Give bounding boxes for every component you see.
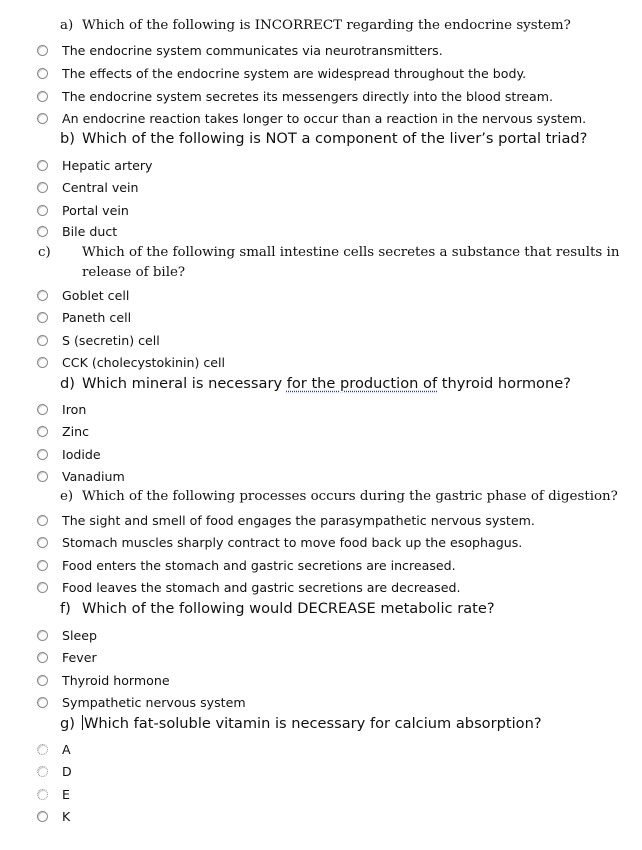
radio-button-icon[interactable] — [37, 312, 48, 323]
option-label: Goblet cell — [62, 287, 130, 303]
option-a-3[interactable] — [37, 86, 553, 106]
question-text: Which of the following small intestine cells secretes a substance that results in release of bile? — [82, 245, 620, 280]
question-a — [60, 16, 620, 36]
option-label: Fever — [62, 649, 97, 665]
option-e-3[interactable] — [37, 555, 456, 575]
option-label: Food leaves the stomach and gastric secretions are decreased. — [62, 579, 461, 595]
option-label: Iron — [62, 401, 87, 417]
option-label: The endocrine system communicates via neurotransmitters. — [62, 42, 443, 58]
option-label: Thyroid hormone — [62, 672, 170, 688]
option-label: S (secretin) cell — [62, 332, 160, 348]
option-e-2[interactable] — [37, 532, 522, 552]
option-label: Zinc — [62, 423, 90, 439]
option-a-1[interactable] — [37, 40, 443, 60]
option-e-1[interactable] — [37, 510, 535, 530]
question-letter: c) — [38, 245, 51, 260]
radio-button-icon[interactable] — [37, 182, 48, 193]
option-g-3[interactable] — [37, 784, 70, 804]
radio-button-icon[interactable] — [37, 652, 48, 663]
option-label: Portal vein — [62, 202, 129, 218]
option-f-2[interactable] — [37, 647, 97, 667]
radio-button-icon[interactable] — [37, 357, 48, 368]
option-b-4[interactable] — [37, 221, 117, 241]
question-letter: a) — [60, 18, 74, 33]
option-c-3[interactable] — [37, 330, 160, 350]
question-text: Which fat-soluble vitamin is necessary for calcium absorption? — [84, 715, 542, 732]
option-a-4[interactable] — [37, 108, 586, 128]
question-f — [60, 599, 620, 619]
question-text: Which of the following is NOT a component of the liver’s portal triad? — [82, 130, 588, 147]
radio-button-icon[interactable] — [37, 766, 48, 777]
radio-button-icon[interactable] — [37, 404, 48, 415]
option-f-4[interactable] — [37, 692, 246, 712]
question-d — [60, 374, 620, 394]
question-letter: g) — [60, 715, 75, 732]
radio-button-icon[interactable] — [37, 744, 48, 755]
option-label: Sleep — [62, 627, 97, 643]
question-c — [38, 243, 622, 283]
option-e-4[interactable] — [37, 577, 461, 597]
question-g — [60, 714, 620, 734]
question-text: Which of the following would DECREASE metabolic rate? — [82, 600, 495, 617]
question-letter: f) — [60, 600, 71, 617]
question-letter: b) — [60, 130, 75, 147]
radio-button-icon[interactable] — [37, 335, 48, 346]
option-label: Stomach muscles sharply contract to move food back up the esophagus. — [62, 534, 523, 550]
option-g-1[interactable] — [37, 739, 71, 759]
option-label: Food enters the stomach and gastric secretions are increased. — [62, 557, 456, 573]
radio-button-icon[interactable] — [37, 789, 48, 800]
radio-button-icon[interactable] — [37, 630, 48, 641]
radio-button-icon[interactable] — [37, 426, 48, 437]
option-d-4[interactable] — [37, 466, 125, 486]
option-label: Central vein — [62, 179, 139, 195]
option-label: K — [62, 808, 71, 824]
question-letter: d) — [60, 375, 75, 392]
option-label: D — [62, 763, 72, 779]
question-letter: e) — [60, 489, 74, 504]
option-label: CCK (cholecystokinin) cell — [62, 354, 226, 370]
radio-button-icon[interactable] — [37, 675, 48, 686]
option-label: Bile duct — [62, 223, 118, 239]
option-c-2[interactable] — [37, 307, 131, 327]
option-b-1[interactable] — [37, 155, 153, 175]
option-label: E — [62, 786, 70, 802]
option-label: Paneth cell — [62, 309, 132, 325]
radio-button-icon[interactable] — [37, 449, 48, 460]
question-text-start: Which mineral is necessary — [82, 375, 287, 392]
option-b-3[interactable] — [37, 200, 129, 220]
question-text-end: thyroid hormone? — [437, 375, 571, 392]
option-d-1[interactable] — [37, 399, 86, 419]
question-e — [60, 487, 620, 507]
option-label: Sympathetic nervous system — [62, 694, 246, 710]
option-label: Iodide — [62, 446, 101, 462]
option-b-2[interactable] — [37, 177, 139, 197]
radio-button-icon[interactable] — [37, 226, 48, 237]
radio-button-icon[interactable] — [37, 811, 48, 822]
option-d-2[interactable] — [37, 421, 89, 441]
radio-button-icon[interactable] — [37, 45, 48, 56]
radio-button-icon[interactable] — [37, 471, 48, 482]
radio-button-icon[interactable] — [37, 290, 48, 301]
radio-button-icon[interactable] — [37, 160, 48, 171]
text-cursor — [82, 715, 83, 730]
radio-button-icon[interactable] — [37, 537, 48, 548]
option-g-4[interactable] — [37, 806, 70, 826]
radio-button-icon[interactable] — [37, 515, 48, 526]
option-label: The effects of the endocrine system are widespread throughout the body. — [62, 65, 527, 81]
spellcheck-underlined-text: for the production of — [286, 375, 438, 392]
option-d-3[interactable] — [37, 444, 101, 464]
option-label: Vanadium — [62, 468, 125, 484]
question-text: Which of the following processes occurs during the gastric phase of digestion? — [82, 489, 618, 504]
radio-button-icon[interactable] — [37, 560, 48, 571]
radio-button-icon[interactable] — [37, 113, 48, 124]
radio-button-icon[interactable] — [37, 205, 48, 216]
option-label: The sight and smell of food engages the parasympathetic nervous system. — [62, 512, 535, 528]
radio-button-icon[interactable] — [37, 697, 48, 708]
option-f-3[interactable] — [37, 670, 170, 690]
radio-button-icon[interactable] — [37, 91, 48, 102]
option-a-2[interactable] — [37, 63, 526, 83]
option-label: Hepatic artery — [62, 157, 153, 173]
question-text: Which of the following is INCORRECT regarding the endocrine system? — [82, 18, 571, 33]
option-f-1[interactable] — [37, 625, 97, 645]
option-label: An endocrine reaction takes longer to occur than a reaction in the nervous system. — [62, 110, 587, 126]
option-c-4[interactable] — [37, 352, 225, 372]
option-g-2[interactable] — [37, 761, 72, 781]
question-b — [60, 129, 620, 149]
option-label: A — [62, 741, 71, 757]
option-c-1[interactable] — [37, 285, 129, 305]
radio-button-icon[interactable] — [37, 582, 48, 593]
option-label: The endocrine system secretes its messengers directly into the blood stream. — [62, 88, 554, 104]
radio-button-icon[interactable] — [37, 68, 48, 79]
